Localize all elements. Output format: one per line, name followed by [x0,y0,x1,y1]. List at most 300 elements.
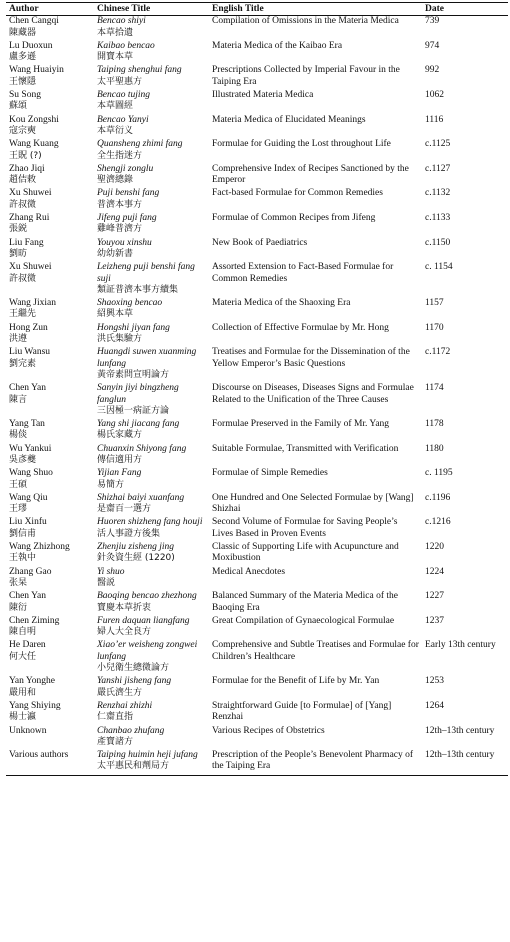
author-name-chinese: 嚴用和 [9,687,37,698]
english-title-cell [209,468,422,493]
author-name: Wang Kuang [9,139,59,150]
table-row [6,139,508,164]
bibliography-table [6,2,508,776]
english-title: Suitable Formulae, Transmitted with Verification [212,443,399,454]
title-pinyin: Shaoxing bencao [97,298,163,309]
date-value: 1264 [425,700,444,711]
date-cell [422,750,508,775]
english-title-cell [209,444,422,469]
english-title: Classic of Supporting Life with Acupuncture and Moxibustion [212,542,399,564]
table-row [6,323,508,348]
author-name-chinese: 寇宗奭 [9,125,37,136]
author-name: Wu Yankui [9,443,52,454]
table-row [6,640,508,676]
date-value: 12th–13th century [425,725,495,736]
title-pinyin: Shengji zonglu [97,163,154,174]
table-row [6,238,508,263]
english-title-cell [209,567,422,592]
author-name: Wang Qiu [9,492,48,503]
title-pinyin: Chuanxin Shiyong fang [97,443,187,454]
title-chinese: 針灸資生經 (1220) [97,553,175,564]
author-name: Chen Ziming [9,615,60,626]
english-title-cell [209,213,422,238]
author-name: Kou Zongshi [9,114,59,125]
date-value: c.1172 [425,347,451,358]
title-pinyin: Baoqing bencao zhezhong [97,591,197,602]
author-name: Xu Shuwei [9,262,52,273]
title-pinyin: Bencao shiyi [97,16,146,27]
date-value: c.1196 [425,492,451,503]
english-title-cell [209,383,422,419]
author-name-chinese: 張鋭 [9,224,28,235]
date-cell [422,90,508,115]
english-title: New Book of Paediatrics [212,237,308,248]
author-cell [6,726,94,751]
title-pinyin: Shizhai baiyi xuanfang [97,492,185,503]
date-value: c.1216 [425,517,451,528]
table-row [6,616,508,641]
chinese-title-cell [94,726,209,751]
date-cell [422,188,508,213]
date-cell [422,238,508,263]
title-chinese: 洪氏集驗方 [97,334,143,345]
chinese-title-cell [94,616,209,641]
author-cell [6,65,94,90]
chinese-title-cell [94,262,209,298]
date-value: 1170 [425,322,444,333]
author-name-chinese: 陳衍 [9,602,28,613]
table-row [6,90,508,115]
author-name: Hong Zun [9,322,48,333]
author-name-chinese: 劉信甫 [9,528,37,539]
chinese-title-cell [94,493,209,518]
english-title-cell [209,41,422,66]
english-title: Materia Medica of Elucidated Meanings [212,114,366,125]
title-pinyin: Furen daquan liangfang [97,615,190,626]
chinese-title-cell [94,567,209,592]
title-chinese: 本草圖經 [97,101,134,112]
chinese-title-cell [94,640,209,676]
date-value: 992 [425,65,440,76]
author-name-chinese: 陳言 [9,394,28,405]
english-title: Formulae Preserved in the Family of Mr. Yang [212,419,390,430]
english-title-cell [209,347,422,383]
author-name-chinese: 洪遵 [9,334,28,345]
english-title: Straightforward Guide [to Formulae] of [Yang] Renzhai [212,700,392,723]
english-title: Formulae for the Benefit of Life by Mr. Yan [212,676,380,687]
date-value: 1237 [425,615,444,626]
author-cell [6,517,94,542]
english-title-cell [209,701,422,726]
table-row [6,347,508,383]
author-name: Liu Wansu [9,347,51,358]
date-cell [422,542,508,567]
table-row [6,726,508,751]
table-row [6,383,508,419]
table-header [6,3,508,16]
author-cell [6,701,94,726]
author-name: Su Song [9,90,41,101]
author-name-chinese: 蘇頌 [9,101,28,112]
chinese-title-cell [94,468,209,493]
english-title-cell [209,493,422,518]
english-title: Treatises and Formulae for the Dissemination of the Yellow Emperor’s Basic Questions [212,347,410,369]
title-chinese: 易簡方 [97,479,125,490]
title-pinyin: Huangdi suwen xuanming lunfang [97,347,197,369]
title-chinese: 三因極一病証方論 [97,405,170,416]
table-row [6,262,508,298]
chinese-title-cell [94,65,209,90]
date-cell [422,676,508,701]
title-pinyin: Zhenjiu zisheng jing [97,542,175,553]
title-pinyin: Hongshi jiyan fang [97,322,170,333]
date-cell [422,139,508,164]
title-pinyin: Chanbao zhufang [97,725,165,736]
date-value: c.1125 [425,139,451,150]
date-cell [422,41,508,66]
english-title-cell [209,188,422,213]
title-pinyin: Quansheng zhimi fang [97,139,183,150]
author-name: Chen Yan [9,383,46,394]
author-name-chinese: 王璆 [9,504,28,515]
author-name: Wang Jixian [9,298,56,309]
english-title-cell [209,542,422,567]
date-value: 1224 [425,566,444,577]
date-value: 1174 [425,383,444,394]
date-value: c.1133 [425,213,451,224]
date-value: 12th–13th century [425,750,495,761]
author-cell [6,676,94,701]
author-name: Unknown [9,725,47,736]
date-value: 1116 [425,114,444,125]
author-name-chinese: 劉昉 [9,248,28,259]
table-row [6,419,508,444]
english-title: Comprehensive and Subtle Treatises and Formulae for Children’s Healthcare [212,640,419,662]
chinese-title-cell [94,90,209,115]
author-name-chinese: 王繼先 [9,309,37,320]
author-name-chinese: 张杲 [9,577,28,588]
date-cell [422,616,508,641]
author-name: Various authors [9,750,69,761]
english-title: Medical Anecdotes [212,566,286,577]
date-value: 1253 [425,676,444,687]
title-pinyin: Leizheng puji benshi fang suji [97,262,195,284]
title-chinese: 太平惠民和劑局方 [97,761,170,772]
date-value: c.1132 [425,188,451,199]
english-title: Great Compilation of Gynaecological Formulae [212,615,395,626]
author-name: Zhao Jiqi [9,163,45,174]
date-cell [422,419,508,444]
author-name-chinese: 王貺 (?) [9,150,42,161]
author-name-chinese: 陳自明 [9,627,37,638]
author-cell [6,444,94,469]
title-pinyin: Taiping shenghui fang [97,65,182,76]
english-title: Collection of Effective Formulae by Mr. Hong [212,322,389,333]
author-name: Chen Yan [9,591,46,602]
date-cell [422,65,508,90]
date-cell [422,115,508,140]
title-chinese: 類証普濟本事方續集 [97,284,179,295]
title-pinyin: Yijian Fang [97,468,142,479]
chinese-title-cell [94,701,209,726]
chinese-title-cell [94,347,209,383]
english-title: Illustrated Materia Medica [212,90,314,101]
english-title: Fact-based Formulae for Common Remedies [212,188,383,199]
table-row [6,444,508,469]
english-title: Prescription of the People’s Benevolent Pharmacy of the Taiping Era [212,750,414,772]
table-body [6,16,508,775]
header-author: Author [9,4,39,14]
date-value: c. 1154 [425,262,453,273]
table-row [6,517,508,542]
english-title-cell [209,750,422,775]
author-name-chinese: 楊倓 [9,430,28,441]
title-pinyin: Bencao Yanyi [97,114,149,125]
author-name-chinese: 劉完素 [9,358,37,369]
english-title: Various Recipes of Obstetrics [212,725,325,736]
title-chinese: 普濟本事方 [97,199,143,210]
table-row [6,41,508,66]
author-name: Yang Shiying [9,700,61,711]
date-cell [422,347,508,383]
chinese-title-cell [94,139,209,164]
english-title: Formulae for Guiding the Lost throughout Life [212,139,391,150]
author-name: Liu Fang [9,237,44,248]
english-title: Second Volume of Formulae for Saving People’s Lives Based in Proven Events [212,517,398,539]
english-title: Assorted Extension to Fact-Based Formulae for Common Remedies [212,262,394,284]
table-row [6,115,508,140]
table-row [6,188,508,213]
table-row [6,16,508,41]
english-title-cell [209,139,422,164]
table-row [6,164,508,189]
author-name-chinese: 許叔微 [9,273,37,284]
date-value: c.1127 [425,163,451,174]
title-pinyin: Youyou xinshu [97,237,152,248]
date-cell [422,444,508,469]
author-cell [6,238,94,263]
english-title: Formulae of Simple Remedies [212,468,328,479]
author-name-chinese: 何大任 [9,651,37,662]
english-title-cell [209,298,422,323]
date-cell [422,16,508,41]
table-row [6,701,508,726]
title-chinese: 寶慶本草折衷 [97,602,152,613]
english-title: Comprehensive Index of Recipes Sanctioned by the Emperor [212,163,409,186]
title-chinese: 本草衍义 [97,125,134,136]
english-title-cell [209,419,422,444]
date-value: 1220 [425,542,444,553]
title-pinyin: Puji benshi fang [97,188,160,199]
title-chinese: 太平聖惠方 [97,76,143,87]
author-cell [6,213,94,238]
date-value: 974 [425,40,440,51]
table-row [6,493,508,518]
title-pinyin: Yanshi jisheng fang [97,676,172,687]
date-cell [422,298,508,323]
english-title-cell [209,238,422,263]
english-title-cell [209,90,422,115]
author-cell [6,750,94,775]
author-cell [6,164,94,189]
chinese-title-cell [94,750,209,775]
author-name: Zhang Rui [9,213,50,224]
title-chinese: 產寶諸方 [97,736,134,747]
english-title-cell [209,115,422,140]
date-value: Early 13th century [425,640,496,651]
english-title: One Hundred and One Selected Formulae by [Wang] Shizhai [212,492,414,515]
title-chinese: 是齋百一選方 [97,504,152,515]
title-pinyin: Bencao tujing [97,90,151,101]
author-name: Wang Shuo [9,468,53,479]
title-chinese: 幼幼新書 [97,248,134,259]
author-name: He Daren [9,640,46,651]
author-cell [6,262,94,298]
author-cell [6,493,94,518]
english-title-cell [209,65,422,90]
chinese-title-cell [94,419,209,444]
title-chinese: 雞峰普濟方 [97,224,143,235]
english-title: Compilation of Omissions in the Materia Medica [212,16,399,27]
title-chinese: 紹興本草 [97,309,134,320]
english-title: Discourse on Diseases, Diseases Signs and Formulae Related to the Unification of the Three Causes [212,383,414,405]
date-value: 1227 [425,591,444,602]
author-cell [6,383,94,419]
table-row [6,750,508,775]
author-name: Lu Duoxun [9,40,53,51]
date-cell [422,517,508,542]
chinese-title-cell [94,517,209,542]
table-row [6,468,508,493]
header-date: Date [425,4,444,14]
chinese-title-cell [94,323,209,348]
chinese-title-cell [94,213,209,238]
english-title: Balanced Summary of the Materia Medica of the Baoqing Era [212,591,398,613]
author-name: Zhang Gao [9,566,52,577]
author-cell [6,16,94,41]
author-cell [6,542,94,567]
author-name-chinese: 吳彥夔 [9,454,37,465]
title-pinyin: Taiping huimin heji jufang [97,750,198,761]
table-row [6,676,508,701]
date-value: c. 1195 [425,468,453,479]
english-title-cell [209,517,422,542]
date-value: 1062 [425,90,444,101]
chinese-title-cell [94,591,209,616]
author-cell [6,591,94,616]
title-chinese: 嚴氏濟生方 [97,687,143,698]
author-name-chinese: 陳藏器 [9,27,37,38]
date-value: 739 [425,16,440,27]
title-chinese: 活人事證方後集 [97,528,161,539]
english-title-cell [209,676,422,701]
table-row [6,567,508,592]
title-pinyin: Sanyin jiyi bingzheng fanglun [97,383,179,405]
english-title-cell [209,640,422,676]
header-english-title: English Title [212,4,264,14]
english-title: Materia Medica of the Kaibao Era [212,40,343,51]
date-cell [422,164,508,189]
title-chinese: 聖濟總錄 [97,175,134,186]
author-name-chinese: 王懷隱 [9,76,37,87]
chinese-title-cell [94,238,209,263]
header-chinese-title: Chinese Title [97,4,151,14]
table-row [6,65,508,90]
date-value: 1180 [425,443,444,454]
title-chinese: 傳信適用方 [97,454,143,465]
chinese-title-cell [94,164,209,189]
date-cell [422,640,508,676]
english-title-cell [209,323,422,348]
date-cell [422,701,508,726]
date-cell [422,383,508,419]
title-chinese: 小兒衛生總微論方 [97,663,170,674]
title-pinyin: Jifeng puji fang [97,213,157,224]
english-title-cell [209,164,422,189]
title-chinese: 全生指迷方 [97,150,143,161]
title-pinyin: Xiao’er weisheng zongwei lunfang [97,640,198,662]
english-title-cell [209,16,422,41]
author-cell [6,419,94,444]
title-chinese: 仁齋直指 [97,712,134,723]
title-pinyin: Huoren shizheng fang houji [97,517,203,528]
chinese-title-cell [94,542,209,567]
date-cell [422,591,508,616]
table-row [6,213,508,238]
title-pinyin: Kaibao bencao [97,40,155,51]
author-cell [6,567,94,592]
chinese-title-cell [94,16,209,41]
chinese-title-cell [94,115,209,140]
date-value: 1178 [425,419,444,430]
author-name: Wang Zhizhong [9,542,70,553]
table-row [6,298,508,323]
author-name-chinese: 王碩 [9,479,28,490]
date-cell [422,323,508,348]
english-title: Prescriptions Collected by Imperial Favour in the Taiping Era [212,65,400,87]
date-cell [422,262,508,298]
author-name: Wang Huaiyin [9,65,64,76]
header-row [6,3,508,16]
english-title: Materia Medica of the Shaoxing Era [212,298,351,309]
date-value: 1157 [425,298,444,309]
author-name-chinese: 楊士瀛 [9,712,37,723]
date-cell [422,726,508,751]
chinese-title-cell [94,298,209,323]
author-cell [6,41,94,66]
author-cell [6,298,94,323]
title-pinyin: Yi shuo [97,566,125,577]
author-cell [6,468,94,493]
author-cell [6,640,94,676]
author-cell [6,188,94,213]
title-chinese: 楊氏家藏方 [97,430,143,441]
chinese-title-cell [94,41,209,66]
date-cell [422,567,508,592]
author-name-chinese: 王執中 [9,553,37,564]
chinese-title-cell [94,676,209,701]
author-cell [6,139,94,164]
chinese-title-cell [94,444,209,469]
author-name-chinese: 許叔微 [9,199,37,210]
english-title-cell [209,262,422,298]
date-cell [422,493,508,518]
title-pinyin: Renzhai zhizhi [97,700,153,711]
author-cell [6,347,94,383]
author-name: Yan Yonghe [9,676,56,687]
author-name-chinese: 趙佶敕 [9,175,37,186]
author-cell [6,115,94,140]
